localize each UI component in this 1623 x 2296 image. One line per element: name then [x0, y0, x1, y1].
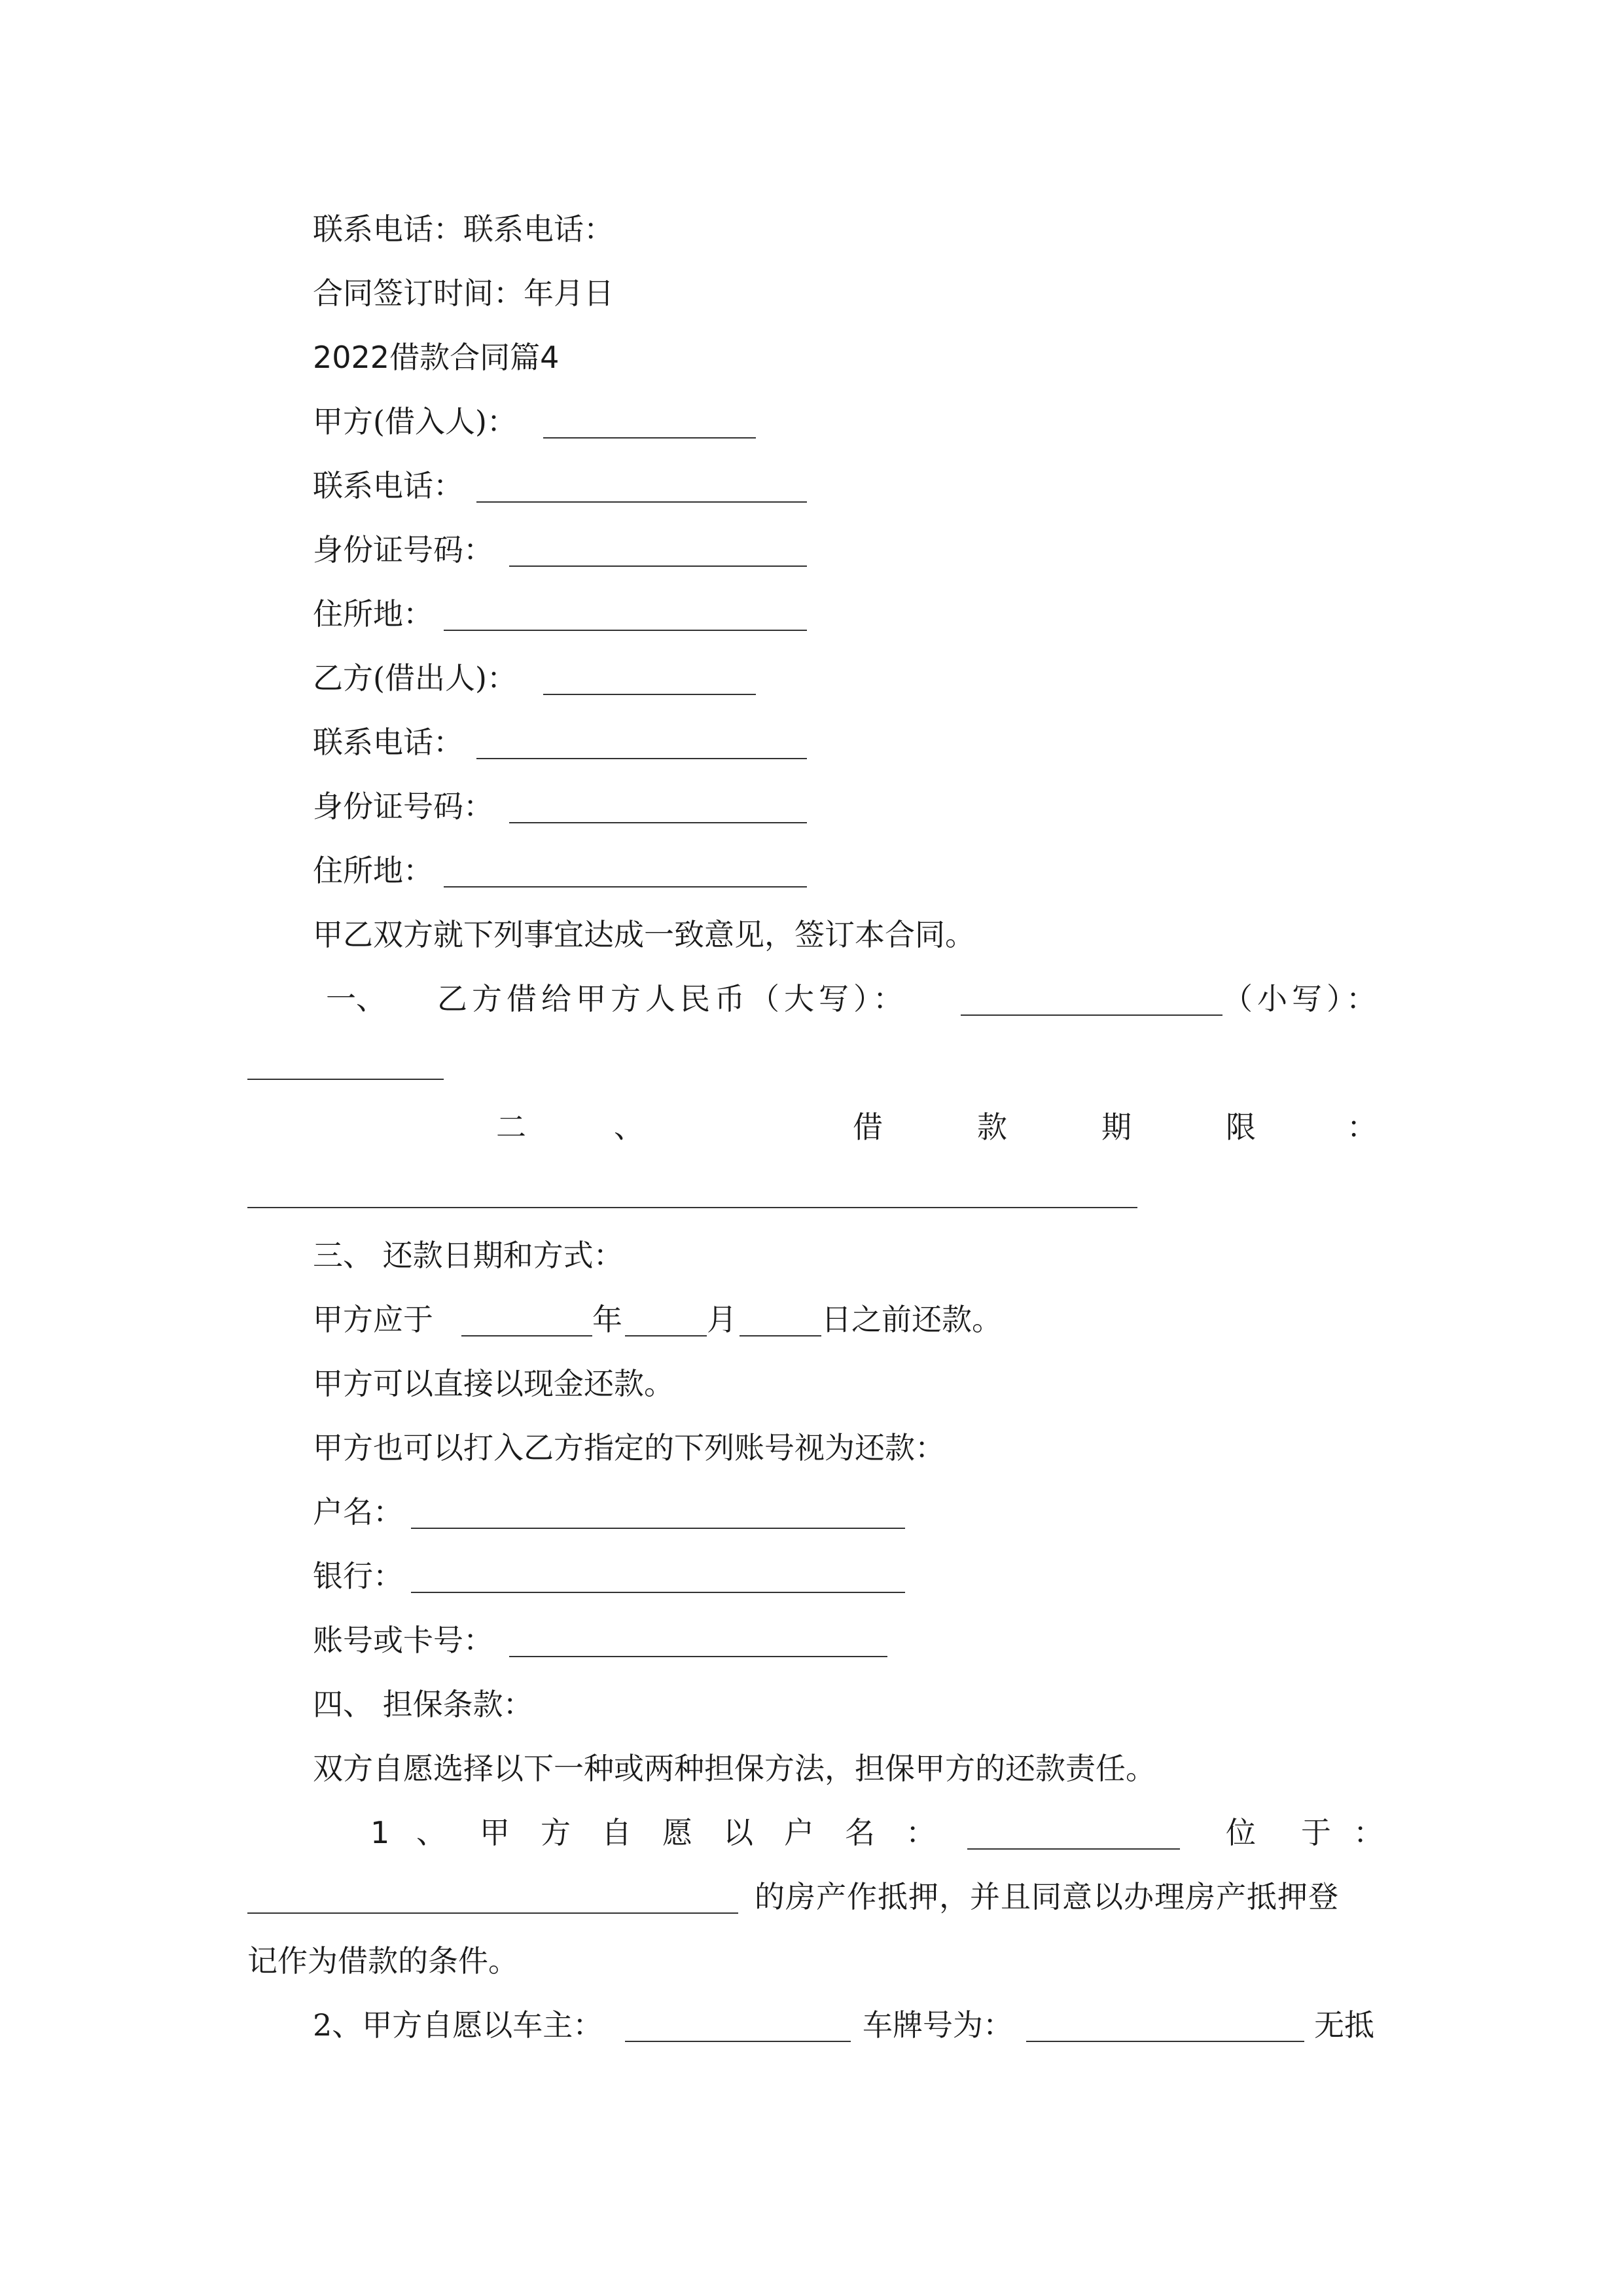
item-1-char: 位 [1226, 1815, 1256, 1850]
agreement-statement: 甲乙双方就下列事宜达成一致意见，签订本合同。 [313, 917, 975, 952]
party-b-address-blank[interactable] [444, 886, 807, 888]
item-1-char: 以 [723, 1815, 753, 1850]
item-1-char: 方 [541, 1815, 571, 1850]
party-a-phone-label: 联系电话： [313, 468, 463, 503]
item-2-continuation: 无抵 [1314, 2007, 1374, 2043]
repay-year-blank[interactable] [461, 1335, 592, 1336]
loan-amount-numeric-blank[interactable] [247, 1079, 444, 1080]
guarantee-intro: 双方自愿选择以下一种或两种担保方法，担保甲方的还款责任。 [313, 1751, 1156, 1786]
party-a-name-blank[interactable] [543, 437, 756, 439]
property-location-blank[interactable] [247, 1912, 738, 1914]
party-b-id-label: 身份证号码： [313, 789, 493, 824]
transfer-repayment-line: 甲方也可以打入乙方指定的下列账号视为还款： [313, 1430, 945, 1465]
mortgage-condition: 记作为借款的条件。 [247, 1943, 518, 1979]
party-a-id-blank[interactable] [509, 565, 807, 567]
vehicle-owner-blank[interactable] [625, 2041, 851, 2042]
party-a-address-blank[interactable] [444, 630, 807, 631]
repay-date-prefix: 甲方应于 [313, 1302, 433, 1337]
clause-2-char: 限 [1226, 1109, 1256, 1145]
clause-1-text: 乙方借给甲方人民币（大写）： [437, 981, 908, 1016]
loan-term-blank[interactable] [247, 1207, 1137, 1208]
item-1-char: 1 [370, 1815, 390, 1850]
item-1-char: 甲 [480, 1815, 510, 1850]
item-1-char: 户 [784, 1815, 814, 1850]
clause-2-char: 二 [496, 1109, 526, 1145]
item-1-char: ： [1353, 1815, 1383, 1850]
account-name-label: 户名： [313, 1494, 403, 1530]
party-a-id-label: 身份证号码： [313, 532, 493, 567]
loan-amount-capital-blank[interactable] [961, 1014, 1222, 1016]
bank-label: 银行： [313, 1558, 403, 1594]
party-b-name-blank[interactable] [543, 694, 756, 695]
cash-repayment-line: 甲方可以直接以现金还款。 [313, 1366, 674, 1401]
plate-number-label: 车牌号为： [863, 2007, 1013, 2043]
item-1-char: 愿 [662, 1815, 692, 1850]
clause-1-number: 一、 [326, 981, 386, 1016]
clause-1-lowercase-label: （小写）： [1222, 981, 1381, 1016]
guarantee-item-1 [247, 1813, 1383, 1852]
clause-2-char: 借 [853, 1109, 883, 1145]
party-a-address-label: 住所地： [313, 596, 433, 632]
party-a-phone-blank[interactable] [476, 501, 807, 503]
repay-day-blank[interactable] [740, 1335, 821, 1336]
repay-month-blank[interactable] [625, 1335, 707, 1336]
account-number-blank[interactable] [509, 1656, 887, 1657]
party-b-label: 乙方(借出人)： [313, 660, 517, 696]
party-a-label: 甲方(借入人)： [313, 404, 517, 439]
item-1-char: 、 [416, 1815, 446, 1850]
clause-2-char: 款 [977, 1109, 1007, 1145]
party-b-phone-label: 联系电话： [313, 725, 463, 760]
item-1-char: ： [906, 1815, 936, 1850]
mortgage-text: 的房产作抵押，并且同意以办理房产抵押登 [755, 1879, 1339, 1914]
clause-2-char: ： [1347, 1109, 1377, 1145]
clause-2-char: 期 [1101, 1109, 1132, 1145]
item-1-char: 名 [845, 1815, 875, 1850]
clause-3-heading: 三、 还款日期和方式： [313, 1238, 624, 1273]
account-number-label: 账号或卡号： [313, 1623, 493, 1658]
party-b-id-blank[interactable] [509, 822, 807, 823]
day-suffix: 日之前还款。 [821, 1302, 1002, 1337]
party-b-phone-blank[interactable] [476, 758, 807, 759]
plate-number-blank[interactable] [1026, 2041, 1304, 2042]
owner-name-blank[interactable] [967, 1848, 1180, 1850]
contact-phone-line: 联系电话：联系电话： [313, 211, 614, 247]
signing-date-line: 合同签订时间：年月日 [313, 276, 614, 311]
clause-2-heading [247, 1107, 1380, 1147]
party-b-address-label: 住所地： [313, 853, 433, 888]
clause-2-char: 、 [614, 1109, 644, 1145]
item-1-char: 自 [601, 1815, 632, 1850]
bank-blank[interactable] [411, 1592, 905, 1593]
contract-title: 2022借款合同篇4 [313, 340, 560, 375]
month-label: 月 [707, 1302, 737, 1337]
clause-4-heading: 四、 担保条款： [313, 1687, 533, 1722]
account-name-blank[interactable] [411, 1528, 905, 1529]
item-1-char: 于 [1301, 1815, 1331, 1850]
guarantee-item-2-prefix: 2、甲方自愿以车主： [313, 2007, 603, 2043]
year-label: 年 [592, 1302, 622, 1337]
